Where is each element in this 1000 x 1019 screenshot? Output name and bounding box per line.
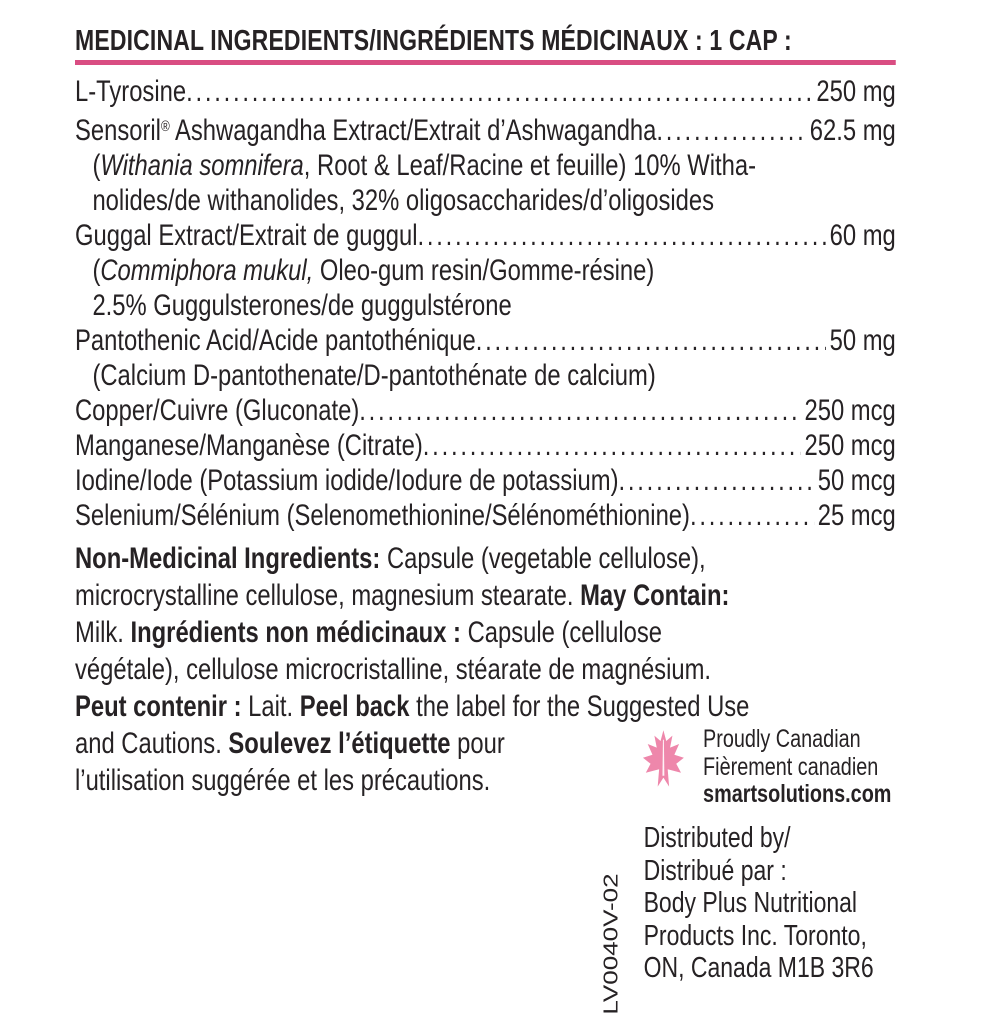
text-segment: (: [92, 149, 101, 182]
text-segment: microcrystalline cellulose, magnesium stearate.: [75, 579, 581, 612]
text-segment: Guggal Extract/Extrait de guggul: [75, 219, 418, 252]
text-segment: Withania somnifera: [100, 149, 304, 182]
ingredient-name: [92, 253, 654, 288]
ingredient-name: [75, 428, 423, 463]
paragraph-line: [75, 614, 896, 651]
text-segment: the label for the Suggested Use: [409, 690, 750, 723]
ingredient-row: [75, 428, 896, 463]
distributor-block: [644, 822, 874, 985]
text-segment: végétale), cellulose microcristalline, stéarate de magnésium.: [75, 653, 712, 686]
ingredient-row: [75, 498, 896, 533]
text-segment: Capsule (cellulose: [460, 616, 662, 649]
text-segment: Soulevez l’étiquette: [228, 727, 451, 760]
medicinal-ingredients-header: MEDICINAL INGREDIENTS/INGRÉDIENTS MÉDICINAUX : 1 CAP :: [75, 26, 896, 65]
ingredient-row: [75, 253, 896, 288]
paragraph-line: [75, 651, 896, 688]
ingredient-row: [75, 183, 896, 218]
distributor-line: ON, Canada M1B 3R6: [643, 952, 874, 984]
text-segment: Manganese/Manganèse (Citrate): [75, 429, 423, 462]
lot-code: LV0040V-02: [598, 873, 623, 1015]
dot-leader: [418, 218, 826, 253]
ingredient-amount: 50 mcg: [817, 464, 896, 497]
ingredient-row: [75, 148, 896, 183]
ingredient-name: [75, 498, 690, 533]
text-segment: Copper/Cuivre (Gluconate): [75, 394, 360, 427]
text-segment: Oleo-gum resin/Gomme-résine): [313, 254, 655, 287]
text-segment: Ashwagandha Extract/Extrait d’Ashwagandha: [169, 114, 657, 147]
text-segment: , Root & Leaf/Racine et feuille) 10% Witha-: [303, 149, 757, 182]
text-segment: Ingrédients non médicinaux :: [130, 616, 461, 649]
dot-leader: [186, 74, 812, 109]
text-segment: l’utilisation suggérée et les précautions.: [75, 764, 491, 797]
ingredient-row: [75, 358, 896, 393]
ingredient-amount: 250 mcg: [804, 394, 896, 427]
ingredient-list: [75, 74, 896, 533]
text-segment: Lait.: [241, 690, 300, 723]
text-segment: Peel back: [299, 690, 410, 723]
ingredient-row: [75, 288, 896, 323]
distributor-line: Distribué par :: [643, 854, 787, 887]
ingredient-amount: 250 mcg: [804, 429, 896, 462]
ingredient-name: [75, 218, 418, 253]
ingredient-name: [75, 74, 186, 109]
maple-leaf-icon: [635, 729, 692, 789]
text-segment: nolides/de withanolides, 32% oligosaccharides/d’oligosides: [92, 184, 715, 217]
text-segment: pour: [450, 727, 505, 760]
dot-leader: [423, 428, 801, 463]
dot-leader: [476, 323, 826, 358]
ingredient-amount: 62.5 mg: [809, 114, 896, 147]
website-text: smartsolutions.com: [703, 780, 892, 808]
text-segment: Milk.: [75, 616, 131, 649]
distributor-line: Products Inc. Toronto,: [643, 919, 867, 952]
ingredient-name: [75, 463, 619, 498]
supplement-label: [75, 25, 896, 1015]
fierement-canadien-text: Fièrement canadien: [703, 752, 879, 781]
ingredient-name: [92, 288, 511, 323]
ingredient-name: [75, 393, 359, 428]
ingredient-row: [75, 218, 896, 253]
ingredient-amount: 50 mg: [829, 324, 896, 357]
text-segment: (Calcium D-pantothenate/D-pantothénate de calcium): [92, 359, 656, 392]
ingredient-row: [75, 74, 896, 109]
text-segment: 2.5% Guggulsterones/de guggulstérone: [92, 289, 512, 322]
dot-leader: [690, 498, 814, 533]
dot-leader: [619, 463, 814, 498]
text-segment: L-Tyrosine: [75, 75, 187, 108]
text-segment: Selenium/Sélénium (Selenomethionine/Sélénométhionine): [75, 499, 690, 532]
paragraph-line: [75, 688, 896, 725]
paragraph-line: [75, 577, 896, 614]
text-segment: Capsule (vegetable cellulose),: [380, 542, 706, 575]
ingredient-amount: 60 mg: [829, 219, 896, 252]
ingredient-row: [75, 393, 896, 428]
text-segment: May Contain:: [580, 579, 730, 612]
text-segment: ®: [160, 118, 170, 135]
ingredient-name: [75, 323, 476, 358]
dot-leader: [359, 393, 800, 428]
ingredient-name: [92, 183, 714, 218]
ingredient-name: [75, 109, 656, 148]
paragraph-line: [75, 540, 896, 577]
text-segment: Iodine/Iode (Potassium iodide/Iodure de potassium): [75, 464, 619, 497]
text-segment: and Cautions.: [75, 727, 229, 760]
ingredient-row: [75, 323, 896, 358]
ingredient-name: [92, 358, 655, 393]
text-segment: (: [92, 254, 101, 287]
text-segment: Non-Medicinal Ingredients:: [75, 542, 381, 575]
distributor-line: Body Plus Nutritional: [643, 887, 858, 919]
canadian-block: [703, 726, 891, 809]
ingredient-name: [92, 148, 756, 183]
text-segment: Commiphora mukul,: [100, 254, 314, 287]
distributor-line: Distributed by/: [643, 822, 791, 854]
text-segment: Peut contenir :: [75, 690, 242, 723]
dot-leader: [656, 113, 805, 148]
ingredient-row: [75, 109, 896, 148]
text-segment: Pantothenic Acid/Acide pantothénique: [75, 324, 476, 357]
proudly-canadian-text: Proudly Canadian: [703, 725, 861, 753]
ingredient-amount: 25 mcg: [817, 499, 896, 532]
text-segment: Sensoril: [75, 114, 161, 147]
ingredient-row: [75, 463, 896, 498]
ingredient-amount: 250 mg: [816, 75, 896, 108]
